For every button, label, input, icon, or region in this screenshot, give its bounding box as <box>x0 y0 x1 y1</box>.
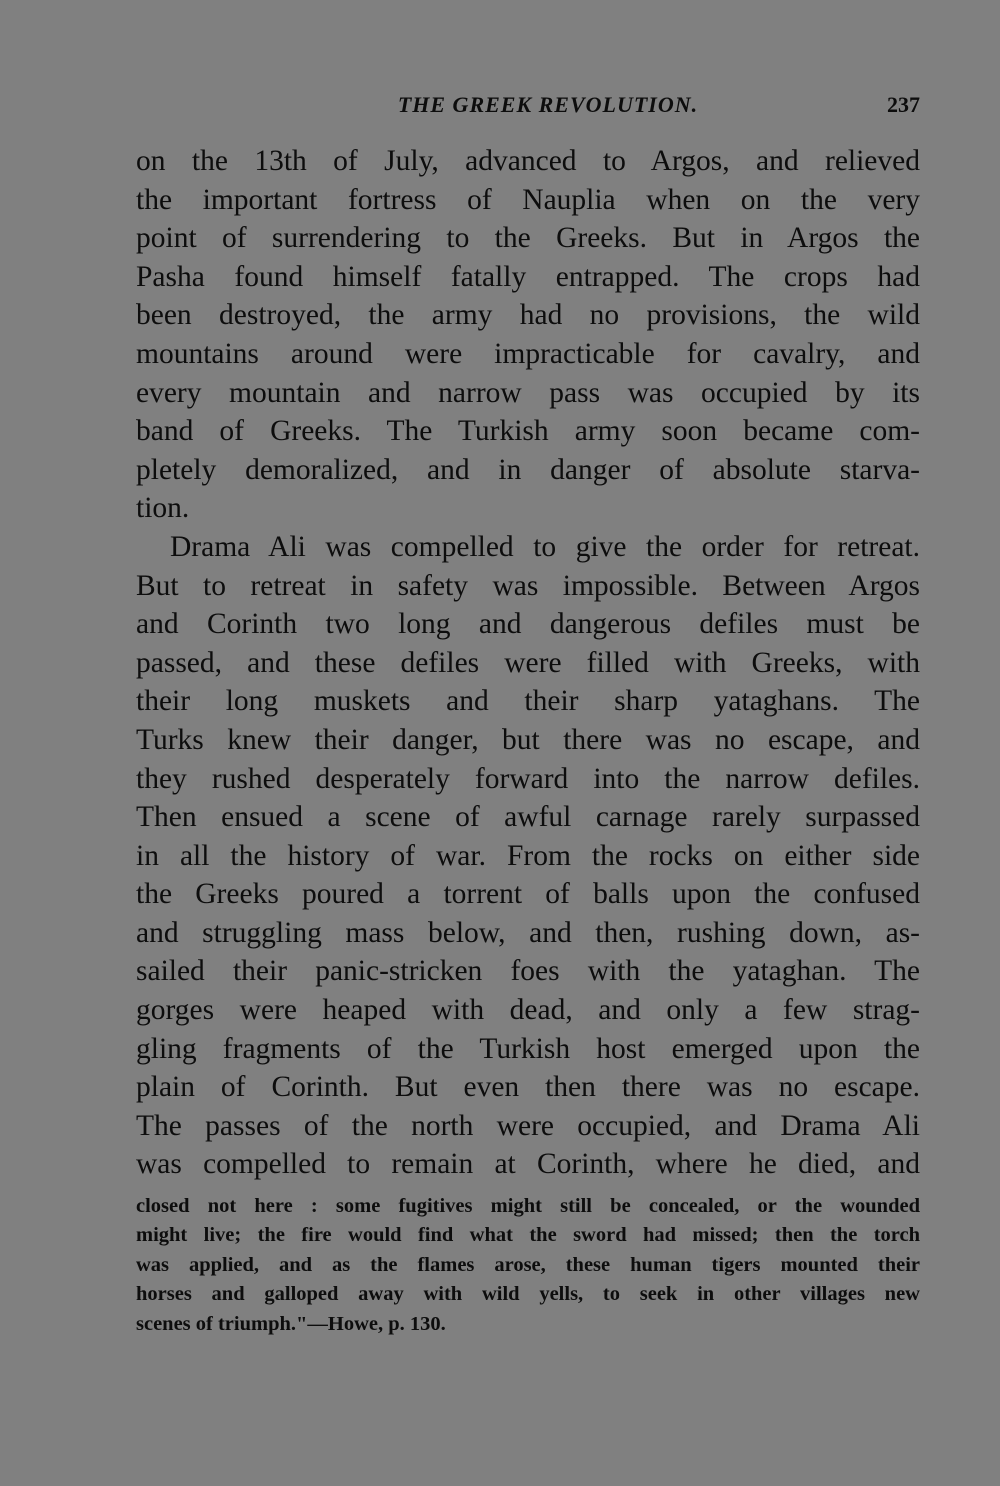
text-line: been destroyed, the army had no provisions, the wild <box>136 299 920 332</box>
body-text <box>136 142 920 1184</box>
text-line: gling fragments of the Turkish host emerged upon the <box>136 1032 920 1065</box>
footnote-line: was applied, and as the flames arose, these human tigers mounted their <box>136 1253 920 1276</box>
text-line: in all the history of war. From the rocks on either side <box>136 839 920 872</box>
text-line: sailed their panic-stricken foes with the yataghan. The <box>136 955 920 988</box>
text-line: their long muskets and their sharp yataghans. The <box>136 685 920 718</box>
text-line: The passes of the north were occupied, and Drama Ali <box>136 1109 920 1142</box>
footnote-line: might live; the fire would find what the sword had missed; then the torch <box>136 1224 920 1247</box>
text-line: Turks knew their danger, but there was no escape, and <box>136 723 920 756</box>
text-line: Drama Ali was compelled to give the order for retreat. <box>170 530 920 563</box>
text-line: But to retreat in safety was impossible. Between Argos <box>136 569 920 602</box>
text-line: passed, and these defiles were filled with Greeks, with <box>136 646 920 679</box>
text-line: band of Greeks. The Turkish army soon became com- <box>136 415 920 448</box>
footnote <box>136 1192 920 1339</box>
running-head <box>136 92 920 142</box>
text-line: the Greeks poured a torrent of balls upon the confused <box>136 878 920 911</box>
text-line: Pasha found himself fatally entrapped. The crops had <box>136 260 920 293</box>
footnote-line: closed not here : some fugitives might still be concealed, or the wounded <box>136 1195 920 1218</box>
paragraph <box>136 142 920 528</box>
text-line: pletely demoralized, and in danger of absolute starva- <box>136 453 920 486</box>
text-line: plain of Corinth. But even then there was no escape. <box>136 1071 920 1104</box>
text-line: gorges were heaped with dead, and only a few strag- <box>136 994 920 1027</box>
text-line: and struggling mass below, and then, rushing down, as- <box>136 916 920 949</box>
text-line: and Corinth two long and dangerous defiles must be <box>136 608 920 641</box>
footnote-line: scenes of triumph."—Howe, p. 130. <box>136 1312 446 1335</box>
text-line: point of surrendering to the Greeks. But in Argos the <box>136 222 920 255</box>
text-line: mountains around were impracticable for cavalry, and <box>136 337 920 370</box>
chapter-title: THE GREEK REVOLUTION. <box>397 92 699 117</box>
paragraph <box>136 528 920 1184</box>
text-line: on the 13th of July, advanced to Argos, and relieved <box>136 145 920 177</box>
text-line: tion. <box>136 492 190 525</box>
book-page <box>136 92 920 1339</box>
text-line: every mountain and narrow pass was occupied by its <box>136 376 920 409</box>
page-number: 237 <box>887 92 920 117</box>
text-line: Then ensued a scene of awful carnage rarely surpassed <box>136 801 920 834</box>
footnote-line: horses and galloped away with wild yells, to seek in other villages new <box>136 1283 920 1306</box>
text-line: was compelled to remain at Corinth, where he died, and <box>136 1148 920 1181</box>
text-line: they rushed desperately forward into the narrow defiles. <box>136 762 920 795</box>
text-line: the important fortress of Nauplia when on the very <box>136 183 920 216</box>
